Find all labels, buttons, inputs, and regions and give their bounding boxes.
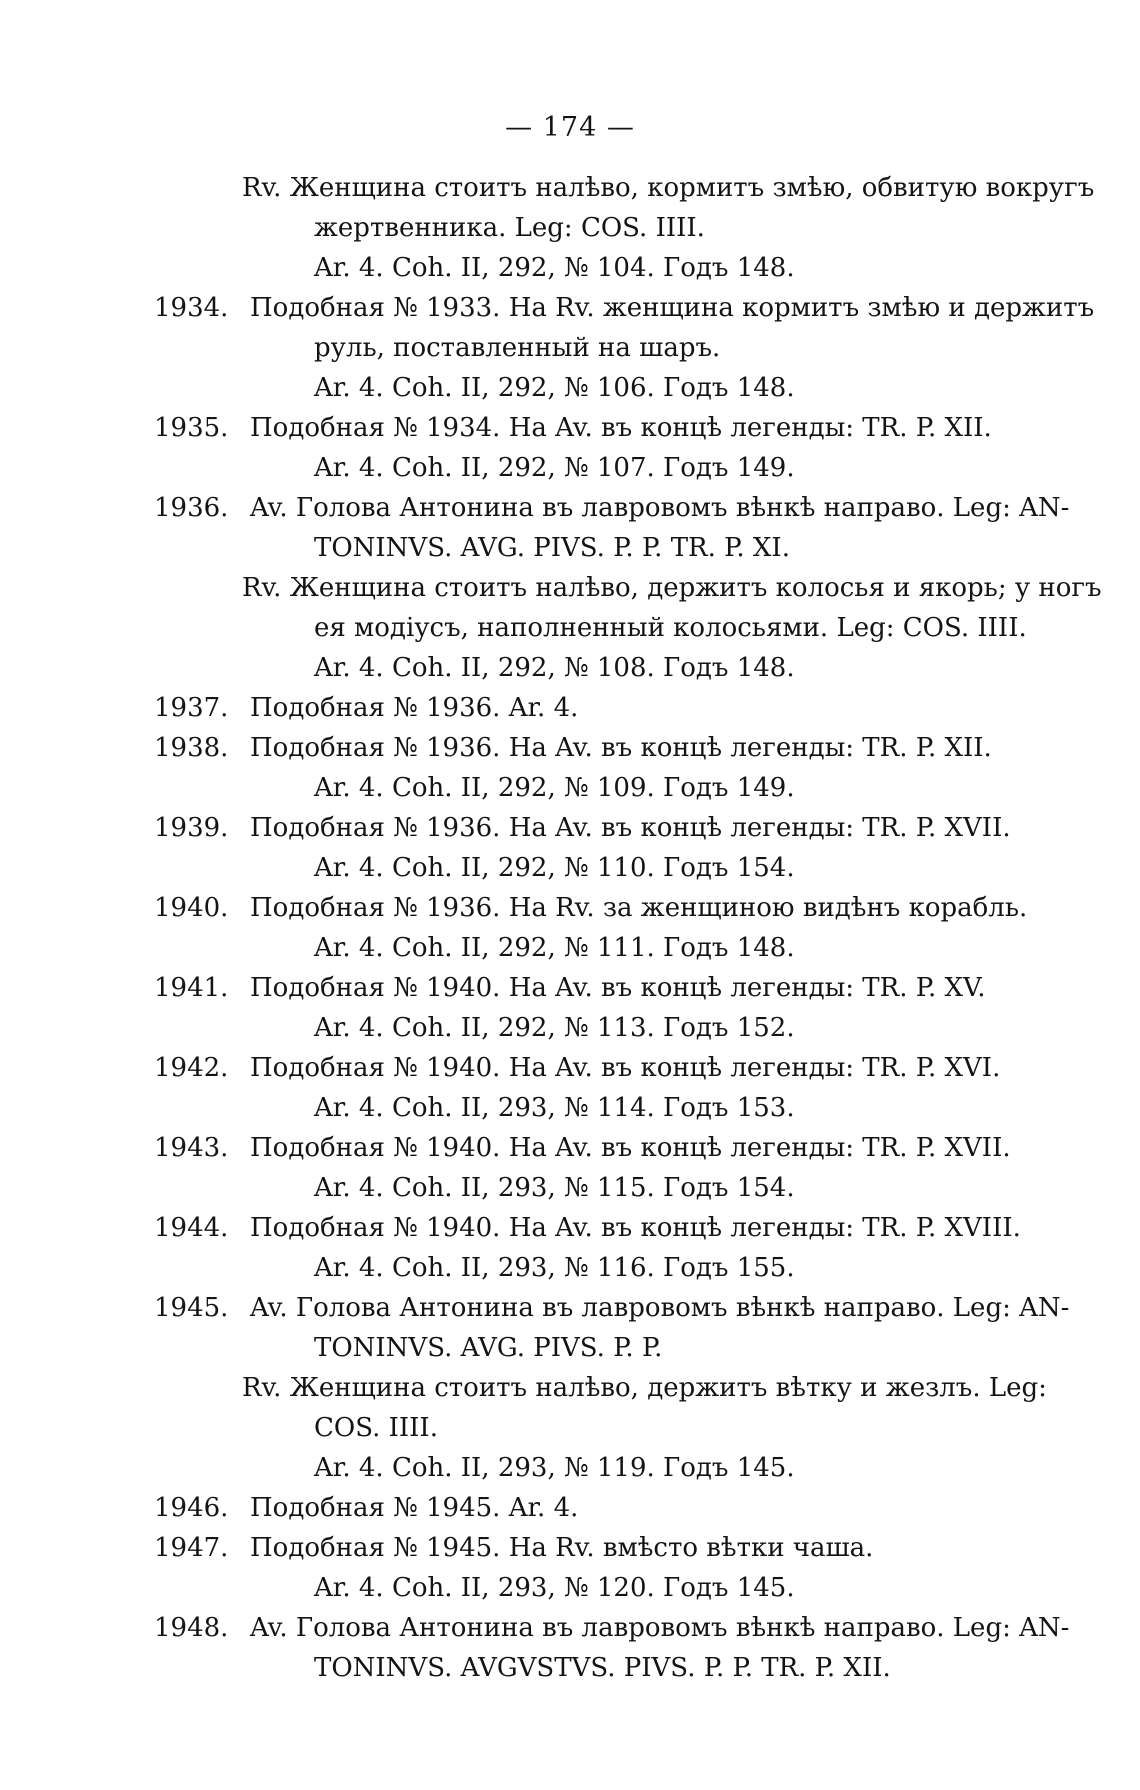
catalog-entry-1940: [0, 888, 1140, 928]
catalog-entry-1939: [0, 808, 1140, 848]
catalog-entry-1947: [0, 1528, 1140, 1568]
text-line: [0, 1168, 1140, 1208]
reference-line: Ar. 4. Coh. II, 292, № 107. Годъ 149.: [314, 453, 795, 483]
entry-number: 1948.: [154, 1613, 229, 1643]
entry-number: 1936.: [154, 493, 229, 523]
continuation-text: ея модiусъ, наполненный колосьями. Leg: COS. IIII.: [314, 613, 1027, 643]
entry-text: Подобная № 1940. На Av. въ концѣ легенды: TR. P. XVII.: [250, 1133, 1011, 1163]
entry-text: Подобная № 1936. Ar. 4.: [250, 693, 579, 723]
reference-line: Ar. 4. Coh. II, 293, № 119. Годъ 145.: [314, 1453, 795, 1483]
entry-number: 1938.: [154, 733, 229, 763]
text-line: [0, 328, 1140, 368]
entry-number: 1947.: [154, 1533, 229, 1563]
reference-line: Ar. 4. Coh. II, 293, № 120. Годъ 145.: [314, 1573, 795, 1603]
entry-text: Подобная № 1934. На Av. въ концѣ легенды: TR. P. XII.: [250, 413, 992, 443]
entry-number: 1946.: [154, 1493, 229, 1523]
text-line: [0, 1088, 1140, 1128]
catalog-entry-1948: [0, 1608, 1140, 1648]
entry-text: Av. Голова Антонина въ лавровомъ вѣнкѣ направо. Leg: AN-: [250, 1293, 1070, 1323]
text-line: [0, 608, 1140, 648]
catalog-entry-1946: [0, 1488, 1140, 1528]
catalog-entry-1941: [0, 968, 1140, 1008]
reference-line: Ar. 4. Coh. II, 292, № 110. Годъ 154.: [314, 853, 795, 883]
text-line: [0, 448, 1140, 488]
catalog-entry-1944: [0, 1208, 1140, 1248]
entry-number: 1940.: [154, 893, 229, 923]
catalog-entry-1942: [0, 1048, 1140, 1088]
text-line: [0, 1368, 1140, 1408]
entry-number: 1943.: [154, 1133, 229, 1163]
entry-number: 1942.: [154, 1053, 229, 1083]
text-line: [0, 648, 1140, 688]
catalog-entry-1935: [0, 408, 1140, 448]
continuation-text: TONINVS. AVGVSTVS. PIVS. P. P. TR. P. XII.: [314, 1653, 891, 1683]
catalog-entry-1934: [0, 288, 1140, 328]
entry-text: Подобная № 1936. На Rv. за женщиною видѣнъ корабль.: [250, 893, 1028, 923]
reference-line: Ar. 4. Coh. II, 292, № 104. Годъ 148.: [314, 253, 795, 283]
entry-text: Подобная № 1945. На Rv. вмѣсто вѣтки чаша.: [250, 1533, 874, 1563]
catalog-entry-1936: [0, 488, 1140, 528]
entry-number: 1945.: [154, 1293, 229, 1323]
continuation-text: COS. IIII.: [314, 1413, 438, 1443]
text-line: [0, 1008, 1140, 1048]
text-line: [0, 168, 1140, 208]
entry-text: Подобная № 1936. На Av. въ концѣ легенды: TR. P. XVII.: [250, 813, 1011, 843]
reference-line: Ar. 4. Coh. II, 293, № 115. Годъ 154.: [314, 1173, 795, 1203]
text-line: [0, 1448, 1140, 1488]
text-line: [0, 208, 1140, 248]
text-line: [0, 368, 1140, 408]
entry-text: Подобная № 1933. На Rv. женщина кормитъ змѣю и держитъ: [250, 293, 1095, 323]
entry-text: Av. Голова Антонина въ лавровомъ вѣнкѣ направо. Leg: AN-: [250, 1613, 1070, 1643]
continuation-text: жертвенника. Leg: COS. IIII.: [314, 213, 705, 243]
text-line: [0, 1648, 1140, 1688]
continuation-text: TONINVS. AVG. PIVS. P. P.: [314, 1333, 663, 1363]
entry-text: Av. Голова Антонина въ лавровомъ вѣнкѣ направо. Leg: AN-: [250, 493, 1070, 523]
catalog-entry-1938: [0, 728, 1140, 768]
catalog-entry-1945: [0, 1288, 1140, 1328]
rv-description: Rv. Женщина стоитъ налѣво, держитъ вѣтку и жезлъ. Leg:: [242, 1373, 1047, 1403]
catalog-entry-1937: [0, 688, 1140, 728]
rv-description: Rv. Женщина стоитъ налѣво, кормитъ змѣю, обвитую вокругъ: [242, 173, 1095, 203]
page-number: — 174 —: [505, 112, 635, 143]
entry-number: 1935.: [154, 413, 229, 443]
text-line: [0, 848, 1140, 888]
continuation-text: TONINVS. AVG. PIVS. P. P. TR. P. XI.: [314, 533, 790, 563]
text-line: [0, 568, 1140, 608]
entry-number: 1939.: [154, 813, 229, 843]
entry-text: Подобная № 1940. На Av. въ концѣ легенды: TR. P. XVI.: [250, 1053, 1001, 1083]
entry-number: 1937.: [154, 693, 229, 723]
text-line: [0, 248, 1140, 288]
reference-line: Ar. 4. Coh. II, 292, № 111. Годъ 148.: [314, 933, 795, 963]
reference-line: Ar. 4. Coh. II, 293, № 114. Годъ 153.: [314, 1093, 795, 1123]
text-line: [0, 1248, 1140, 1288]
reference-line: Ar. 4. Coh. II, 292, № 106. Годъ 148.: [314, 373, 795, 403]
reference-line: Ar. 4. Coh. II, 293, № 116. Годъ 155.: [314, 1253, 795, 1283]
reference-line: Ar. 4. Coh. II, 292, № 113. Годъ 152.: [314, 1013, 795, 1043]
text-line: [0, 1328, 1140, 1368]
entry-number: 1944.: [154, 1213, 229, 1243]
reference-line: Ar. 4. Coh. II, 292, № 108. Годъ 148.: [314, 653, 795, 683]
catalog-entry-1943: [0, 1128, 1140, 1168]
text-line: [0, 928, 1140, 968]
reference-line: Ar. 4. Coh. II, 292, № 109. Годъ 149.: [314, 773, 795, 803]
text-line: [0, 1568, 1140, 1608]
text-line: [0, 528, 1140, 568]
continuation-text: руль, поставленный на шаръ.: [314, 333, 721, 363]
entry-text: Подобная № 1945. Ar. 4.: [250, 1493, 579, 1523]
text-line: [0, 1408, 1140, 1448]
catalog-entries: [0, 168, 1140, 1688]
entry-text: Подобная № 1940. На Av. въ концѣ легенды: TR. P. XV.: [250, 973, 986, 1003]
entry-number: 1934.: [154, 293, 229, 323]
entry-number: 1941.: [154, 973, 229, 1003]
entry-text: Подобная № 1936. На Av. въ концѣ легенды: TR. P. XII.: [250, 733, 992, 763]
entry-text: Подобная № 1940. На Av. въ концѣ легенды: TR. P. XVIII.: [250, 1213, 1021, 1243]
text-line: [0, 768, 1140, 808]
rv-description: Rv. Женщина стоитъ налѣво, держитъ колосья и якорь; у ногъ: [242, 573, 1102, 603]
